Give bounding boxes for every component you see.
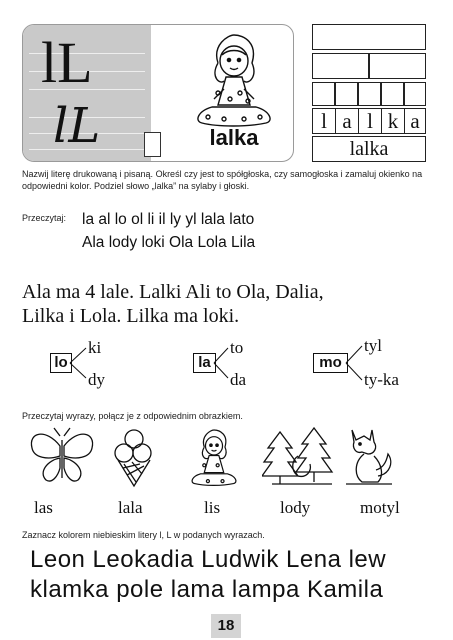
sound-box-3[interactable] xyxy=(358,82,381,106)
syllable-start-lo: lo xyxy=(50,353,72,373)
sound-box-5[interactable] xyxy=(404,82,426,106)
sound-box-1[interactable] xyxy=(312,82,335,106)
syllable-ending: dy xyxy=(88,370,105,389)
sound-box-4[interactable] xyxy=(381,82,404,106)
syllable-ending: to xyxy=(230,338,244,357)
sentence-line-2: Lilka i Lola. Lilka ma loki. xyxy=(22,305,240,327)
syllable-ending: ki xyxy=(88,338,102,357)
doll-icon xyxy=(188,33,280,129)
sound-box-2[interactable] xyxy=(335,82,358,106)
instruction-1: Nazwij literę drukowaną i pisaną. Określ czy jest to spółgłoska, czy samogłoska i zamaluj okienko na odpowiedni kolor. Podziel słowo „lalka” na sylaby i głoski. xyxy=(22,169,423,191)
read-line-2: Ala lody loki Ola Lola Lila xyxy=(82,234,256,251)
picture-word: motyl xyxy=(360,498,400,517)
letter-cell: l xyxy=(312,108,336,134)
script-letters: lL xyxy=(53,98,101,154)
syllable-start-la: la xyxy=(193,353,216,373)
picture-word: lis xyxy=(204,498,221,517)
word-line-1: Leon Leokadia Ludwik Lena lew xyxy=(30,546,387,573)
letter-cell: k xyxy=(381,108,405,134)
ice-cream-icon xyxy=(112,428,156,488)
word-box-bottom: lalka xyxy=(312,136,426,162)
letter-card xyxy=(22,24,294,162)
butterfly-icon xyxy=(26,426,98,486)
picture-word: lody xyxy=(280,498,311,517)
picture-word: lala xyxy=(118,498,143,517)
doll-icon xyxy=(186,428,242,488)
printed-letters: lL xyxy=(41,30,93,95)
picture-word: las xyxy=(34,498,53,517)
word-box-top[interactable] xyxy=(312,24,426,50)
syllable-box-1[interactable] xyxy=(312,53,369,79)
letter-cell: a xyxy=(404,108,426,134)
page-number: 18 xyxy=(211,614,241,638)
letter-panel xyxy=(23,25,151,161)
instruction-3: Zaznacz kolorem niebieskim litery l, L w podanych wyrazach. xyxy=(22,530,265,540)
color-box[interactable] xyxy=(144,132,161,157)
syllable-start-mo: mo xyxy=(313,353,348,373)
syllable-ending: tyl xyxy=(364,336,382,355)
word-line-2: klamka pole lama lampa Kamila xyxy=(30,576,384,603)
syllable-ending: da xyxy=(230,370,247,389)
syllable-box-2[interactable] xyxy=(369,53,426,79)
sentence-line-1: Ala ma 4 lale. Lalki Ali to Ola, Dalia, xyxy=(22,281,324,303)
read-label: Przeczytaj: xyxy=(22,213,67,223)
fox-icon xyxy=(342,426,394,488)
header-word: lalka xyxy=(209,125,259,150)
syllable-ending: ty-ka xyxy=(364,370,399,389)
instruction-2: Przeczytaj wyrazy, połącz je z odpowiednim obrazkiem. xyxy=(22,411,243,421)
letter-cell: l xyxy=(358,108,382,134)
letter-cell: a xyxy=(335,108,359,134)
read-line-1: la al lo ol li il ly yl lala lato xyxy=(82,211,255,228)
forest-icon xyxy=(262,426,336,488)
